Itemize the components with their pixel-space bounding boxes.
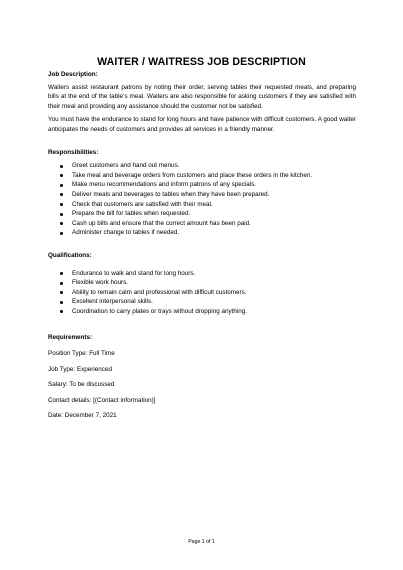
bullet-icon: [60, 310, 63, 313]
document-title: WAITER / WAITRESS JOB DESCRIPTION: [97, 56, 306, 68]
responsibilities-list: [48, 161, 356, 238]
list-item-text: Take meal and beverage orders from customers and place these orders in the kitchen.: [72, 171, 313, 179]
contact-details-line: Contact details: [(Contact information)]: [48, 396, 156, 404]
job-description-heading: Job Description:: [48, 71, 98, 78]
list-item-text: Prepare the bill for tables when requested.: [72, 210, 191, 218]
bullet-icon: [60, 222, 63, 225]
list-item: [48, 278, 356, 288]
list-item-text: Deliver meals and beverages to tables when they have been prepared.: [72, 190, 270, 198]
job-description-paragraph-2: You must have the endurance to stand for long hours and have patience with difficult customers. A good waiter anticipates the needs of customers and provides all services in a friendly manner.: [48, 116, 356, 133]
bullet-icon: [60, 232, 63, 235]
bullet-icon: [60, 193, 63, 196]
bullet-icon: [60, 282, 63, 285]
bullet-icon: [60, 301, 63, 304]
bullet-icon: [60, 272, 63, 275]
list-item: [48, 228, 356, 238]
date-line: Date: December 7, 2021: [48, 412, 117, 420]
list-item-text: Make menu recommendations and inform patrons of any specials.: [72, 181, 257, 189]
list-item-text: Coordination to carry plates or trays without dropping anything.: [72, 307, 248, 315]
list-item: [48, 190, 356, 200]
qualifications-list: [48, 269, 356, 317]
responsibilities-heading: Responsibilities:: [48, 148, 99, 156]
list-item: [48, 269, 356, 279]
list-item: [48, 171, 356, 181]
page-number-footer: Page 1 of 1: [188, 539, 215, 545]
list-item: [48, 180, 356, 190]
list-item-text: Cash up bills and ensure that the correct amount has been paid.: [72, 219, 251, 227]
requirements-heading: Requirements:: [48, 334, 93, 342]
list-item-text: Check that customers are satisfied with their meal.: [72, 200, 213, 208]
list-item: [48, 307, 356, 317]
list-item: [48, 297, 356, 307]
list-item-text: Greet customers and hand out menus.: [72, 162, 180, 170]
list-item-text: Excellent interpersonal skills.: [72, 298, 153, 306]
document-body: [48, 70, 356, 421]
bullet-icon: [60, 213, 63, 216]
bullet-icon: [60, 184, 63, 187]
salary-line: Salary: To be discussed: [48, 381, 115, 389]
bullet-icon: [60, 165, 63, 168]
list-item-text: Administer change to tables if needed.: [72, 229, 180, 237]
bullet-icon: [60, 174, 63, 177]
list-item-text: Endurance to walk and stand for long hours.: [72, 269, 196, 277]
list-item-text: Flexible work hours.: [72, 279, 128, 287]
bullet-icon: [60, 291, 63, 294]
list-item-text: Ability to remain calm and professional with difficult customers.: [72, 288, 247, 296]
list-item: [48, 288, 356, 298]
list-item: [48, 161, 356, 171]
list-item: [48, 209, 356, 219]
job-description-paragraph-1: Waiters assist restaurant patrons by noting their order, serving tables their requested meals, and preparing bills at the end of the table’s meal. Waiters are also responsible for asking customers if they are satisfied with their meal and providing any assistance should the customer not be satisfied.: [48, 83, 356, 110]
qualifications-heading: Qualifications:: [48, 251, 92, 259]
job-type-line: Job Type: Experienced: [48, 365, 112, 373]
list-item: [48, 219, 356, 229]
list-item: [48, 200, 356, 210]
bullet-icon: [60, 203, 63, 206]
position-type-line: Position Type: Full Time: [48, 350, 115, 358]
